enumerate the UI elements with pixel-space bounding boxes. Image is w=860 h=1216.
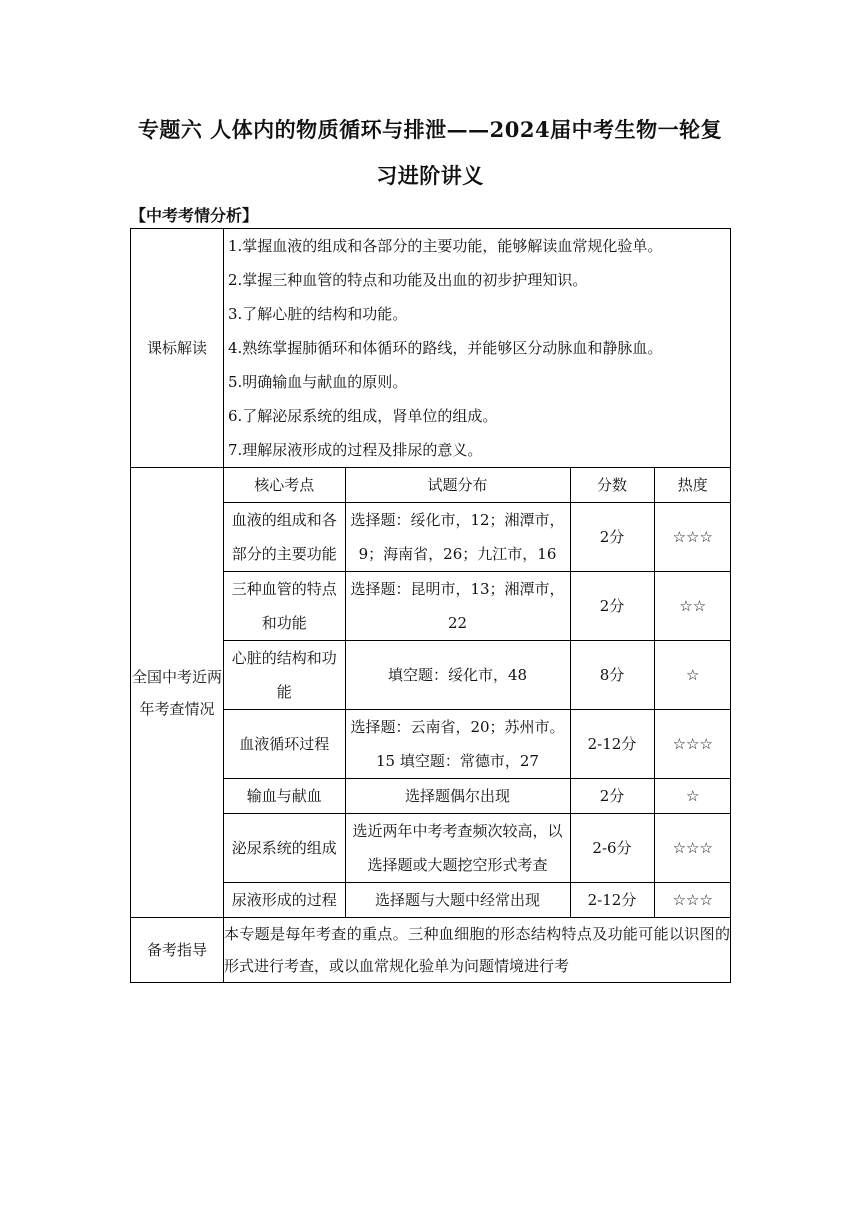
guide-text: 本专题是每年考查的重点。三种血细胞的形态结构特点及功能可能以识图的形式进行考查，或以血常规化验单为问题情境进行考 [224,918,731,983]
topic-cell: 泌尿系统的组成 [224,814,345,883]
curriculum-list [224,229,731,468]
header-topic: 核心考点 [224,468,345,503]
exam-cell [224,468,731,918]
curriculum-item: 7.理解尿液形成的过程及排尿的意义。 [228,441,483,459]
topic-cell: 三种血管的特点和功能 [224,572,345,641]
table-row [224,641,731,710]
curriculum-item: 1.掌握血液的组成和各部分的主要功能，能够解读血常规化验单。 [228,237,663,255]
heat-cell: ☆☆☆ [654,814,731,883]
score-cell: 2分 [570,503,654,572]
table-row [224,814,731,883]
heat-cell: ☆☆☆ [654,503,731,572]
page-title-line1: 专题六 人体内的物质循环与排泄——2024届中考生物一轮复 [137,117,723,142]
distribution-cell: 选择题偶尔出现 [345,779,570,814]
score-cell: 2分 [570,779,654,814]
distribution-cell: 填空题：绥化市，48 [345,641,570,710]
score-cell: 8分 [570,641,654,710]
distribution-cell: 选择题：云南省，20；苏州市。15 填空题：常德市，27 [345,710,570,779]
analysis-table [130,228,731,983]
curriculum-label: 课标解读 [131,229,224,468]
table-row [224,572,731,641]
exam-label: 全国中考近两年考查情况 [131,468,224,918]
score-cell: 2-12分 [570,883,654,918]
table-row [224,503,731,572]
exam-header-row [224,468,731,503]
header-distribution: 试题分布 [345,468,570,503]
heat-cell: ☆☆☆ [654,710,731,779]
score-cell: 2-6分 [570,814,654,883]
topic-cell: 尿液形成的过程 [224,883,345,918]
curriculum-row [131,229,731,468]
heat-cell: ☆☆☆ [654,883,731,918]
distribution-cell: 选择题：昆明市，13；湘潭市，22 [345,572,570,641]
curriculum-item: 3.了解心脏的结构和功能。 [228,305,408,323]
guide-label: 备考指导 [131,918,224,983]
curriculum-item: 2.掌握三种血管的特点和功能及出血的初步护理知识。 [228,271,588,289]
curriculum-item: 4.熟练掌握肺循环和体循环的路线，并能够区分动脉血和静脉血。 [228,339,663,357]
exam-row [131,468,731,918]
header-score: 分数 [570,468,654,503]
curriculum-item: 5.明确输血与献血的原则。 [228,373,408,391]
score-cell: 2-12分 [570,710,654,779]
section-heading: 【中考考情分析】 [130,206,259,225]
table-row [224,710,731,779]
topic-cell: 心脏的结构和功能 [224,641,345,710]
score-cell: 2分 [570,572,654,641]
distribution-cell: 选择题：绥化市，12；湘潭市，9；海南省，26；九江市，16 [345,503,570,572]
topic-cell: 血液循环过程 [224,710,345,779]
exam-table [224,468,731,917]
topic-cell: 血液的组成和各部分的主要功能 [224,503,345,572]
guide-row [131,918,731,983]
topic-cell: 输血与献血 [224,779,345,814]
curriculum-item: 6.了解泌尿系统的组成，肾单位的组成。 [228,407,498,425]
table-row [224,883,731,918]
header-heat: 热度 [654,468,731,503]
heat-cell: ☆ [654,641,731,710]
heat-cell: ☆☆ [654,572,731,641]
table-row [224,779,731,814]
distribution-cell: 选近两年中考考查频次较高，以选择题或大题挖空形式考查 [345,814,570,883]
page-title-line2: 习进阶讲义 [376,163,484,188]
heat-cell: ☆ [654,779,731,814]
distribution-cell: 选择题与大题中经常出现 [345,883,570,918]
